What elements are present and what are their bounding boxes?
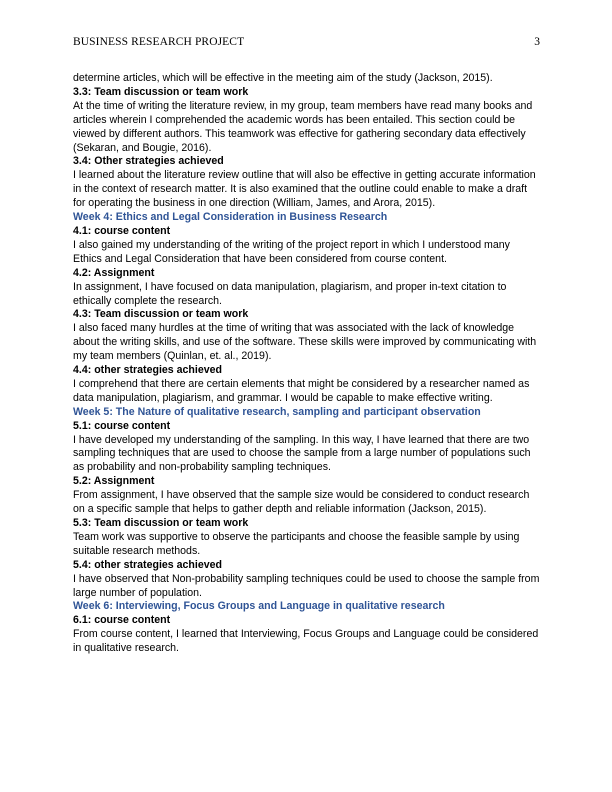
paragraph: I learned about the literature review outline that will also be effective in getting accurate information in the context of research matter. It is also examined that the outline could enable to make a draft for operating the business in one direction (William, James, and Arora, 2015). (73, 169, 536, 210)
running-header (73, 36, 540, 52)
paragraph: From assignment, I have observed that the sample size would be considered to conduct research on a specific sample that helps to gather depth and reliable information (Jackson, 2015). (73, 489, 530, 516)
paragraph: I have observed that Non-probability sampling techniques could be used to choose the sample from large number of population. (73, 572, 540, 599)
subheading: 4.1: course content (73, 224, 171, 237)
subheading: 3.3: Team discussion or team work (73, 85, 249, 98)
subheading: 3.4: Other strategies achieved (73, 155, 224, 168)
week-heading: Week 4: Ethics and Legal Consideration in Business Research (73, 211, 388, 224)
week-heading: Week 5: The Nature of qualitative research, sampling and participant observation (73, 405, 481, 418)
subheading: 6.1: course content (73, 614, 171, 627)
subheading: 5.2: Assignment (73, 475, 155, 488)
paragraph: At the time of writing the literature review, in my group, team members have read many books and articles wherein I comprehended the academic words has been entailed. This section could be viewed by different authors. This teamwork was effective for gathering secondary data effectively (Sekaran, and Bougie, 2016). (73, 99, 533, 154)
paragraph: I comprehend that there are certain elements that might be considered by a researcher named as data manipulation, plagiarism, and grammar. I would be capable to make effective writing. (73, 377, 530, 404)
paragraph: I have developed my understanding of the sampling. In this way, I have learned that there are two sampling techniques that are used to choose the sample from a large number of populations such as probability and non-probability sampling techniques. (73, 433, 531, 474)
subheading: 5.4: other strategies achieved (73, 558, 222, 571)
paragraph: Team work was supportive to observe the participants and choose the feasible sample by using suitable research methods. (73, 530, 520, 557)
paragraph: determine articles, which will be effective in the meeting aim of the study (Jackson, 2015). (73, 72, 493, 84)
subheading: 4.4: other strategies achieved (73, 364, 222, 377)
subheading: 5.3: Team discussion or team work (73, 517, 249, 529)
subheading: 4.2: Assignment (73, 266, 155, 279)
page-number: 3 (534, 36, 540, 48)
subheading: 5.1: course content (73, 419, 171, 432)
document-body (73, 72, 541, 656)
paragraph: From course content, I learned that Interviewing, Focus Groups and Language could be considered in qualitative research. (73, 628, 539, 655)
header-title: BUSINESS RESEARCH PROJECT (73, 36, 245, 48)
paragraph: I also faced many hurdles at the time of writing that was associated with the lack of knowledge about the writing skills, and use of the software. These skills were improved by communicating with my team members (Quinlan, et. al., 2019). (73, 322, 537, 363)
paragraph: In assignment, I have focused on data manipulation, plagiarism, and proper in-text citation to ethically complete the research. (73, 280, 507, 307)
paragraph: I also gained my understanding of the writing of the project report in which I understood many Ethics and Legal Consideration that have been considered from course content. (73, 238, 510, 265)
week-heading: Week 6: Interviewing, Focus Groups and Language in qualitative research (73, 600, 445, 613)
subheading: 4.3: Team discussion or team work (73, 308, 249, 321)
